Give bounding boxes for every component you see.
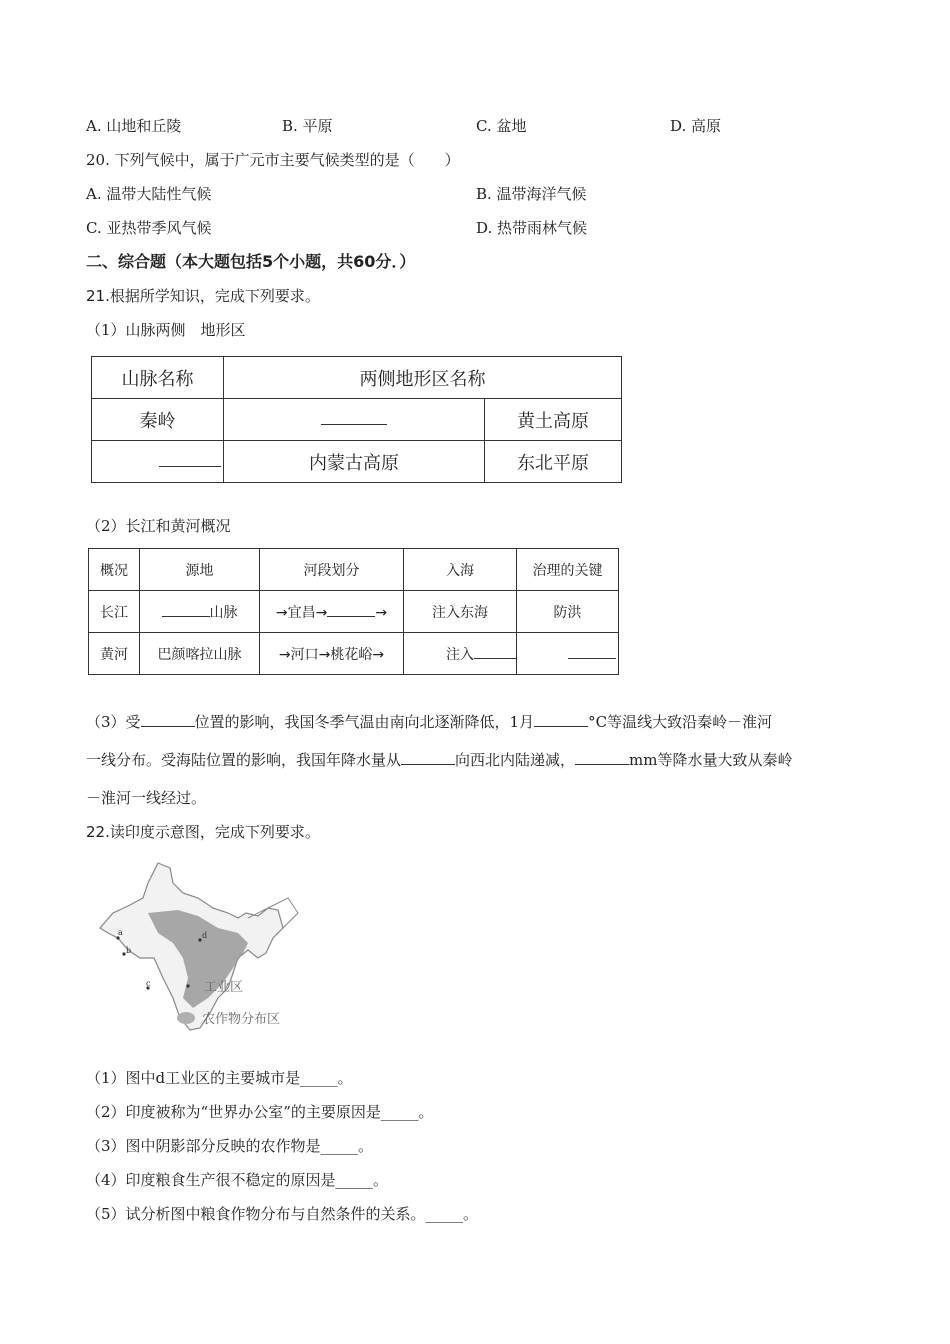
q19-option-b: B. 平原 [282,117,333,135]
t1-r2-region-left: 内蒙古高原 [224,441,485,483]
t1-r1-blank[interactable] [224,399,485,441]
q20-option-a: A. 温带大陆性气候 [86,185,212,203]
q22-stem: 22.读印度示意图，完成下列要求。 [86,823,320,841]
legend-dot [186,984,189,987]
q21-part3-line1: （3）受 位置的影响，我国冬季气温由南向北逐渐降低，1月 °C等温线大致沿秦岭－淮河 [86,713,773,731]
t2-h3: 河段划分 [260,549,404,591]
legend-crop: 农作物分布区 [202,1012,281,1027]
t2-h1: 概况 [89,549,140,591]
t1-r2-region-right: 东北平原 [485,441,622,483]
label-a: a [118,928,123,937]
q22-part5: （5）试分析图中粮食作物分布与自然条件的关系。_____。 [86,1205,479,1223]
legend-shade [177,1012,195,1024]
t1-header-name: 山脉名称 [92,357,224,399]
q20-option-b: B. 温带海洋气候 [476,185,587,203]
label-d: d [202,931,208,940]
t2-r1-sea: 注入东海 [404,591,517,633]
q20-option-c: C. 亚热带季风气候 [86,219,212,237]
t1-r1-region: 黄土高原 [485,399,622,441]
q22-part4: （4）印度粮食生产很不稳定的原因是_____。 [86,1171,389,1189]
q22-part1: （1）图中d工业区的主要城市是_____。 [86,1069,353,1087]
t2-r1-key: 防洪 [517,591,619,633]
t2-r2-river: 黄河 [89,633,140,675]
q21-part2: （2）长江和黄河概况 [86,517,231,535]
label-b: b [126,946,132,955]
river-table [88,548,619,675]
q21-part3-line2: 一线分布。受海陆位置的影响，我国年降水量从 向西北内陆递减， mm等降水量大致从秦岭 [86,751,793,769]
t2-r2-sections: →河口→桃花峪→ [260,633,404,675]
q20-option-d: D. 热带雨林气候 [476,219,588,237]
q22-part3: （3）图中阴影部分反映的农作物是_____。 [86,1137,374,1155]
q19-option-d: D. 高原 [670,117,722,135]
q20-stem: 20. 下列气候中，属于广元市主要气候类型的是（ ） [86,151,460,169]
t1-header-regions: 两侧地形区名称 [224,357,622,399]
q21-part3-line3: －淮河一线经过。 [86,789,207,807]
t2-r2-key[interactable] [517,633,619,675]
t2-r1-source[interactable]: 山脉 [140,591,260,633]
q19-option-c: C. 盆地 [476,117,527,135]
legend-industry: 工业区 [204,980,244,995]
t2-r2-sea[interactable]: 注入 [404,633,517,675]
t1-r1-mountain: 秦岭 [92,399,224,441]
india-map [88,858,308,1038]
q22-part2: （2）印度被称为“世界办公室”的主要原因是_____。 [86,1103,434,1121]
t2-r1-river: 长江 [89,591,140,633]
q19-option-a: A. 山地和丘陵 [86,117,182,135]
t2-r1-sections[interactable]: →宜昌→ → [260,591,404,633]
t2-r2-source: 巴颜喀拉山脉 [140,633,260,675]
label-c: c [146,979,151,988]
section-heading: 二、综合题（本大题包括5个小题，共60分．） [86,252,416,271]
q21-stem: 21.根据所学知识，完成下列要求。 [86,287,320,305]
t2-h2: 源地 [140,549,260,591]
q21-part1: （1）山脉两侧 地形区 [86,321,246,339]
t2-h5: 治理的关键 [517,549,619,591]
t2-h4: 入海 [404,549,517,591]
t1-r2-blank[interactable] [92,441,224,483]
mountain-table [91,356,622,483]
